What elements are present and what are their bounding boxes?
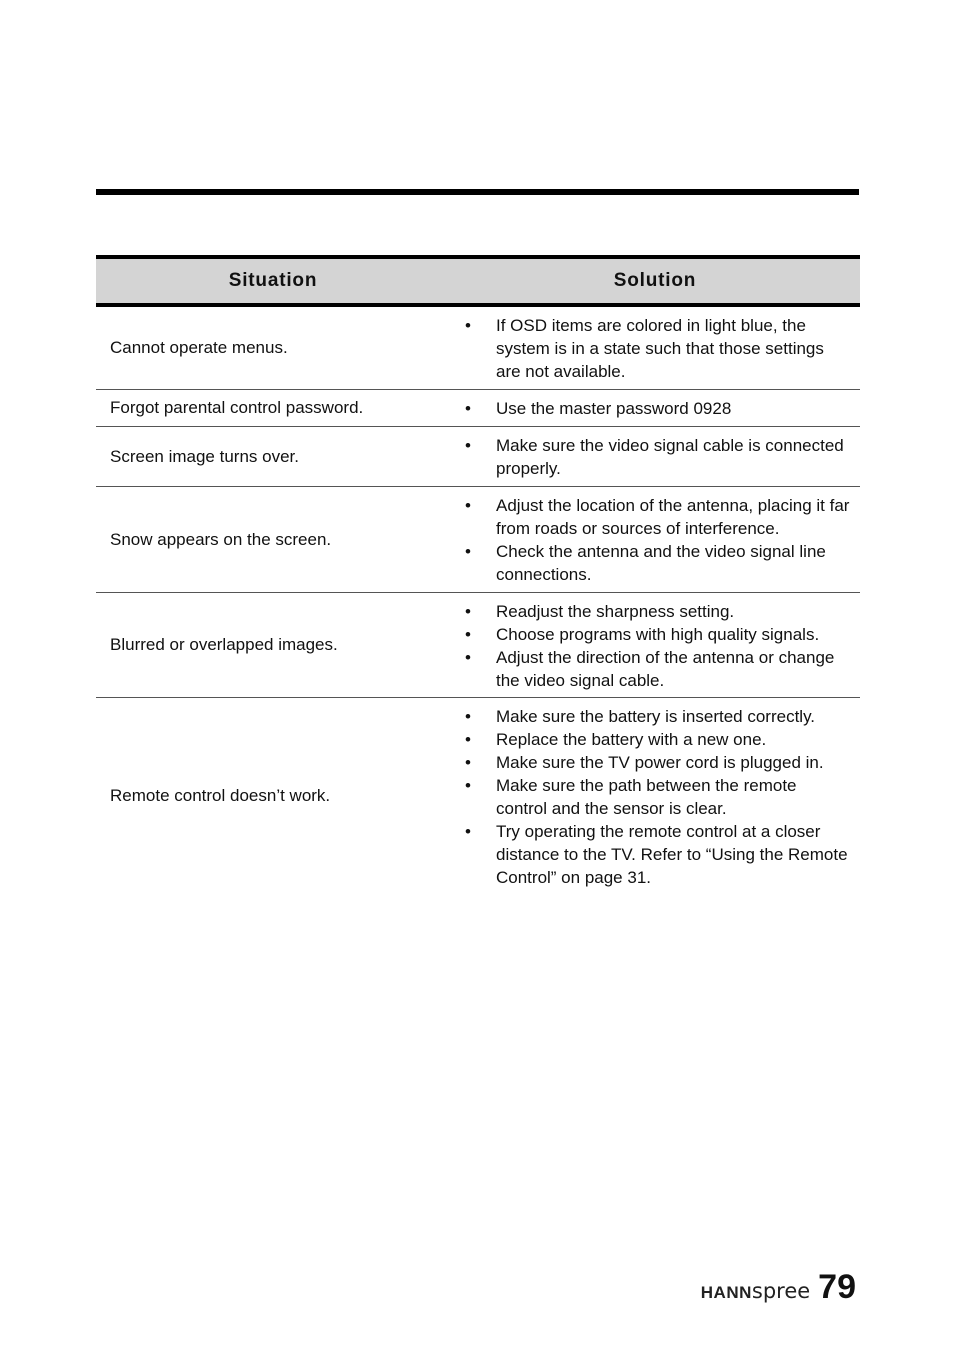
table-row [96, 390, 860, 427]
solution-text: Make sure the path between the remote control and the sensor is clear. [496, 776, 797, 818]
solution-item [450, 494, 852, 540]
solution-text: Readjust the sharpness setting. [496, 602, 735, 621]
table-row [96, 427, 860, 487]
situation-cell: Forgot parental control password. [110, 398, 364, 417]
table-body [96, 307, 860, 893]
header-situation: Situation [228, 270, 318, 291]
solution-text: Choose programs with high quality signals. [496, 625, 820, 644]
solution-text: Try operating the remote control at a closer distance to the TV. Refer to “Using the Remote Control” on page 31. [496, 822, 848, 887]
table-row [96, 487, 860, 593]
solution-text: Use the master password 0928 [496, 399, 732, 418]
top-rule [96, 189, 859, 195]
bullet-icon: • [465, 707, 471, 726]
solution-item [450, 397, 852, 420]
solution-item [450, 540, 852, 586]
solution-item [450, 623, 852, 646]
solution-text: Adjust the location of the antenna, placing it far from roads or sources of interference. [496, 496, 850, 538]
solution-text: Make sure the battery is inserted correctly. [496, 707, 816, 726]
solution-cell [450, 390, 860, 426]
solution-item [450, 728, 852, 751]
header-solution: Solution [613, 270, 697, 291]
table-row [96, 593, 860, 698]
bullet-icon: • [465, 822, 471, 841]
solution-text: Adjust the direction of the antenna or change the video signal cable. [496, 648, 835, 690]
table-row [96, 698, 860, 893]
page-number: 79 [818, 1268, 856, 1306]
bullet-icon: • [465, 648, 471, 667]
troubleshooting-table [96, 255, 860, 893]
brand-logo-bold: HANN [700, 1283, 752, 1302]
solution-item [450, 705, 852, 728]
solution-item [450, 820, 852, 889]
bullet-icon: • [465, 496, 471, 515]
page-footer [701, 1268, 856, 1307]
solution-cell [450, 307, 860, 389]
bullet-icon: • [465, 542, 471, 561]
solution-text: Make sure the TV power cord is plugged in. [496, 753, 824, 772]
bullet-icon: • [465, 625, 471, 644]
solution-text: Check the antenna and the video signal line connections. [496, 542, 826, 584]
solution-cell [450, 593, 860, 697]
situation-cell: Snow appears on the screen. [110, 529, 332, 549]
solution-text: If OSD items are colored in light blue, the system is in a state such that those settings are not available. [496, 316, 824, 381]
bullet-icon: • [465, 602, 471, 621]
brand-logo-light: spree [751, 1279, 811, 1303]
situation-cell: Cannot operate menus. [110, 338, 288, 357]
bullet-icon: • [465, 436, 471, 455]
solution-item [450, 434, 852, 480]
bullet-icon: • [465, 730, 471, 749]
solution-item [450, 600, 852, 623]
bullet-icon: • [465, 399, 471, 418]
solution-cell [450, 698, 860, 893]
brand-logo [701, 1278, 810, 1304]
situation-cell: Screen image turns over. [110, 446, 299, 466]
bullet-icon: • [465, 753, 471, 772]
table-header [96, 255, 860, 307]
solution-cell [450, 487, 860, 592]
solution-item [450, 646, 852, 692]
table-row [96, 307, 860, 390]
solution-item [450, 774, 852, 820]
solution-text: Replace the battery with a new one. [496, 730, 767, 749]
bullet-icon: • [465, 316, 471, 335]
bullet-icon: • [465, 776, 471, 795]
solution-cell [450, 427, 860, 486]
situation-cell: Remote control doesn’t work. [110, 785, 331, 805]
solution-item [450, 314, 852, 383]
solution-text: Make sure the video signal cable is connected properly. [496, 436, 844, 478]
solution-item [450, 751, 852, 774]
situation-cell: Blurred or overlapped images. [110, 635, 338, 654]
